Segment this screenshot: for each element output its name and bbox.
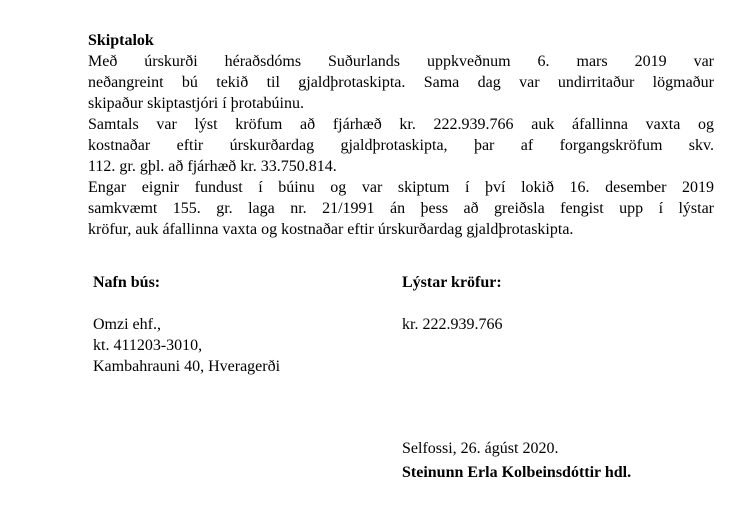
paragraph-line: kostnaðar eftir úrskurðardag gjaldþrotaskipta, þar af forgangskröfum skv. <box>88 137 714 154</box>
estate-name-header: Nafn bús: <box>93 274 161 291</box>
claims-header: Lýstar kröfur: <box>402 274 502 291</box>
paragraph-line: Samtals var lýst kröfum að fjárhæð kr. 222.939.766 auk áfallinna vaxta og <box>88 116 714 133</box>
paragraph-line: neðangreint bú tekið til gjaldþrotaskipta. Sama dag var undirritaður lögmaður <box>88 74 714 91</box>
notice <box>88 30 714 240</box>
paragraph-line: samkvæmt 155. gr. laga nr. 21/1991 án þess að greiðsla fengist upp í lýstar <box>88 200 714 217</box>
estate-id-number: kt. 411203-3010, <box>93 337 203 354</box>
paragraph-appointment <box>88 51 714 114</box>
paragraph-line: 112. gr. gþl. að fjárhæð kr. 33.750.814. <box>88 158 337 175</box>
claims-amount: kr. 222.939.766 <box>402 316 503 333</box>
estate-address: Kambahrauni 40, Hveragerði <box>93 358 281 375</box>
place-and-date: Selfossi, 26. ágúst 2020. <box>402 440 559 457</box>
paragraph-line: Engar eignir fundust í búinu og var skiptum í því lokið 16. desember 2019 <box>88 179 714 196</box>
estate-details <box>93 314 280 377</box>
paragraph-line: kröfur, auk áfallinna vaxta og kostnaðar eftir úrskurðardag gjaldþrotaskipta. <box>88 221 574 238</box>
estate-name: Omzi ehf., <box>93 316 161 333</box>
notice-title: Skiptalok <box>88 32 154 49</box>
paragraph-claims <box>88 114 714 177</box>
paragraph-line: skipaður skiptastjóri í þrotabúinu. <box>88 95 304 112</box>
paragraph-line: Með úrskurði héraðsdóms Suðurlands uppkveðnum 6. mars 2019 var <box>88 53 714 70</box>
paragraph-closing <box>88 177 714 240</box>
signature: Steinunn Erla Kolbeinsdóttir hdl. <box>402 464 632 481</box>
